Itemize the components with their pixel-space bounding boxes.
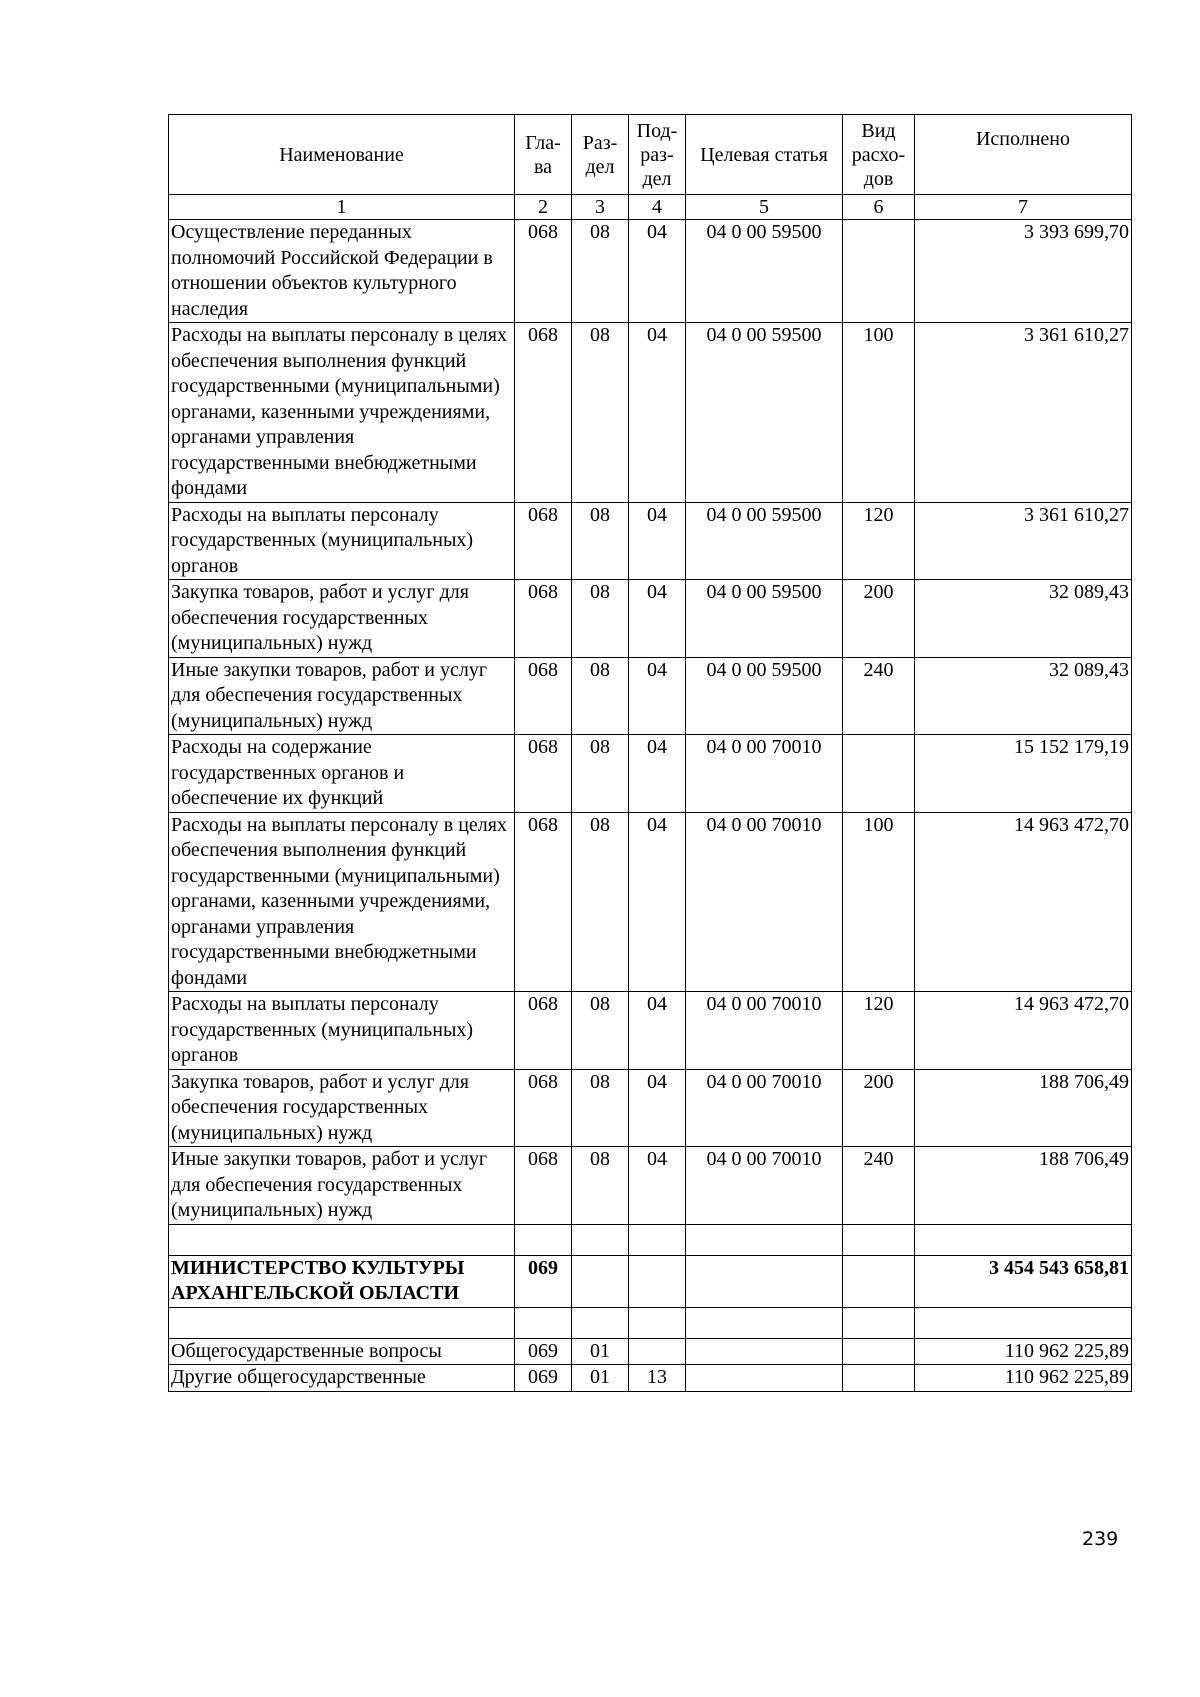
- row-glava: 068: [515, 1069, 572, 1147]
- column-number: 3: [572, 195, 629, 220]
- ministry-row: [169, 1255, 1132, 1307]
- row-tselevaya: 04 0 00 59500: [686, 502, 843, 580]
- row-podrazdel: 04: [629, 323, 686, 503]
- row-razdel: 01: [572, 1338, 629, 1365]
- table-row: [169, 992, 1132, 1070]
- table-row: [169, 580, 1132, 658]
- row-razdel: 08: [572, 1069, 629, 1147]
- header-name: Наименование: [169, 115, 515, 195]
- row-tselevaya: 04 0 00 70010: [686, 1147, 843, 1225]
- row-ispolneno: 110 962 225,89: [915, 1338, 1132, 1365]
- row-vid: 200: [843, 1069, 915, 1147]
- column-number: 5: [686, 195, 843, 220]
- row-vid: 240: [843, 1147, 915, 1225]
- header-podrazdel: Под- раз- дел: [629, 115, 686, 195]
- row-glava: 068: [515, 1147, 572, 1225]
- table-row: [169, 1147, 1132, 1225]
- row-glava: 068: [515, 735, 572, 813]
- row-vid: [843, 735, 915, 813]
- row-vid: 100: [843, 323, 915, 503]
- row-podrazdel: 04: [629, 580, 686, 658]
- row-podrazdel: 04: [629, 502, 686, 580]
- row-ispolneno: 32 089,43: [915, 657, 1132, 735]
- row-tselevaya: 04 0 00 59500: [686, 220, 843, 323]
- row-razdel: 08: [572, 220, 629, 323]
- row-ispolneno: 32 089,43: [915, 580, 1132, 658]
- page-number: 239: [1082, 1528, 1119, 1550]
- row-razdel: 08: [572, 992, 629, 1070]
- row-razdel: 08: [572, 1147, 629, 1225]
- row-tselevaya: 04 0 00 70010: [686, 992, 843, 1070]
- table-row: [169, 220, 1132, 323]
- row-podrazdel: 04: [629, 812, 686, 992]
- row-podrazdel: 04: [629, 220, 686, 323]
- header-tselevaya-statya: Целевая статья: [686, 115, 843, 195]
- row-tselevaya: 04 0 00 59500: [686, 580, 843, 658]
- budget-execution-table: [168, 114, 1132, 1392]
- table-row: [169, 657, 1132, 735]
- row-ispolneno: 15 152 179,19: [915, 735, 1132, 813]
- row-ispolneno: 188 706,49: [915, 1069, 1132, 1147]
- row-name: Расходы на выплаты персоналу в целях обеспечения выполнения функций государственными (муниципальными) органами, казенными учреждениями, органами управления государственными внебюджетными фондами: [169, 323, 515, 503]
- row-podrazdel: 04: [629, 1147, 686, 1225]
- row-podrazdel: 13: [629, 1365, 686, 1392]
- table-row: [169, 502, 1132, 580]
- header-glava: Гла- ва: [515, 115, 572, 195]
- row-name: Другие общегосударственные: [169, 1365, 515, 1392]
- row-ispolneno: 3 393 699,70: [915, 220, 1132, 323]
- header-vid-raskhodov: Вид расхо- дов: [843, 115, 915, 195]
- row-tselevaya: 04 0 00 70010: [686, 1069, 843, 1147]
- column-number: 1: [169, 195, 515, 220]
- row-name: Расходы на выплаты персоналу государственных (муниципальных) органов: [169, 502, 515, 580]
- row-name: Иные закупки товаров, работ и услуг для обеспечения государственных (муниципальных) нужд: [169, 1147, 515, 1225]
- column-number: 7: [915, 195, 1132, 220]
- column-number: 6: [843, 195, 915, 220]
- row-glava: 068: [515, 657, 572, 735]
- row-name: Общегосударственные вопросы: [169, 1338, 515, 1365]
- row-name: Иные закупки товаров, работ и услуг для обеспечения государственных (муниципальных) нужд: [169, 657, 515, 735]
- row-razdel: 08: [572, 657, 629, 735]
- row-glava: 068: [515, 220, 572, 323]
- ministry-glava: 069: [515, 1255, 572, 1307]
- row-razdel: 08: [572, 735, 629, 813]
- row-vid: 120: [843, 992, 915, 1070]
- table-row: [169, 323, 1132, 503]
- row-podrazdel: 04: [629, 992, 686, 1070]
- row-glava: 069: [515, 1365, 572, 1392]
- row-glava: 069: [515, 1338, 572, 1365]
- row-name: Закупка товаров, работ и услуг для обеспечения государственных (муниципальных) нужд: [169, 580, 515, 658]
- row-glava: 068: [515, 992, 572, 1070]
- row-razdel: 01: [572, 1365, 629, 1392]
- row-vid: 120: [843, 502, 915, 580]
- row-ispolneno: 14 963 472,70: [915, 812, 1132, 992]
- row-ispolneno: 110 962 225,89: [915, 1365, 1132, 1392]
- ministry-name: МИНИСТЕРСТВО КУЛЬТУРЫ АРХАНГЕЛЬСКОЙ ОБЛАСТИ: [169, 1255, 515, 1307]
- row-ispolneno: 14 963 472,70: [915, 992, 1132, 1070]
- column-numbers-row: [169, 195, 1132, 220]
- table-row: [169, 735, 1132, 813]
- row-ispolneno: 3 361 610,27: [915, 323, 1132, 503]
- row-tselevaya: [686, 1338, 843, 1365]
- empty-row: [169, 1224, 1132, 1255]
- column-number: 4: [629, 195, 686, 220]
- row-vid: [843, 1365, 915, 1392]
- row-vid: 240: [843, 657, 915, 735]
- row-razdel: 08: [572, 812, 629, 992]
- row-vid: 100: [843, 812, 915, 992]
- row-vid: 200: [843, 580, 915, 658]
- row-tselevaya: 04 0 00 70010: [686, 735, 843, 813]
- table-row: [169, 1338, 1132, 1365]
- row-name: Расходы на содержание государственных органов и обеспечение их функций: [169, 735, 515, 813]
- row-razdel: 08: [572, 323, 629, 503]
- table-row: [169, 812, 1132, 992]
- row-vid: [843, 1338, 915, 1365]
- header-ispolneno: Исполнено: [915, 115, 1132, 195]
- row-tselevaya: 04 0 00 70010: [686, 812, 843, 992]
- row-glava: 068: [515, 580, 572, 658]
- row-podrazdel: [629, 1338, 686, 1365]
- row-name: Закупка товаров, работ и услуг для обеспечения государственных (муниципальных) нужд: [169, 1069, 515, 1147]
- row-glava: 068: [515, 502, 572, 580]
- row-podrazdel: 04: [629, 735, 686, 813]
- row-ispolneno: 188 706,49: [915, 1147, 1132, 1225]
- row-name: Осуществление переданных полномочий Российской Федерации в отношении объектов культурного наследия: [169, 220, 515, 323]
- table-header-row: [169, 115, 1132, 195]
- row-ispolneno: 3 361 610,27: [915, 502, 1132, 580]
- empty-row: [169, 1307, 1132, 1338]
- header-razdel: Раз- дел: [572, 115, 629, 195]
- table-row: [169, 1365, 1132, 1392]
- row-glava: 068: [515, 323, 572, 503]
- row-vid: [843, 220, 915, 323]
- row-tselevaya: [686, 1365, 843, 1392]
- row-glava: 068: [515, 812, 572, 992]
- table-row: [169, 1069, 1132, 1147]
- row-razdel: 08: [572, 580, 629, 658]
- row-podrazdel: 04: [629, 657, 686, 735]
- row-name: Расходы на выплаты персоналу в целях обеспечения выполнения функций государственными (муниципальными) органами, казенными учреждениями, органами управления государственными внебюджетными фондами: [169, 812, 515, 992]
- row-name: Расходы на выплаты персоналу государственных (муниципальных) органов: [169, 992, 515, 1070]
- column-number: 2: [515, 195, 572, 220]
- row-tselevaya: 04 0 00 59500: [686, 657, 843, 735]
- row-razdel: 08: [572, 502, 629, 580]
- row-tselevaya: 04 0 00 59500: [686, 323, 843, 503]
- row-podrazdel: 04: [629, 1069, 686, 1147]
- ministry-total: 3 454 543 658,81: [915, 1255, 1132, 1307]
